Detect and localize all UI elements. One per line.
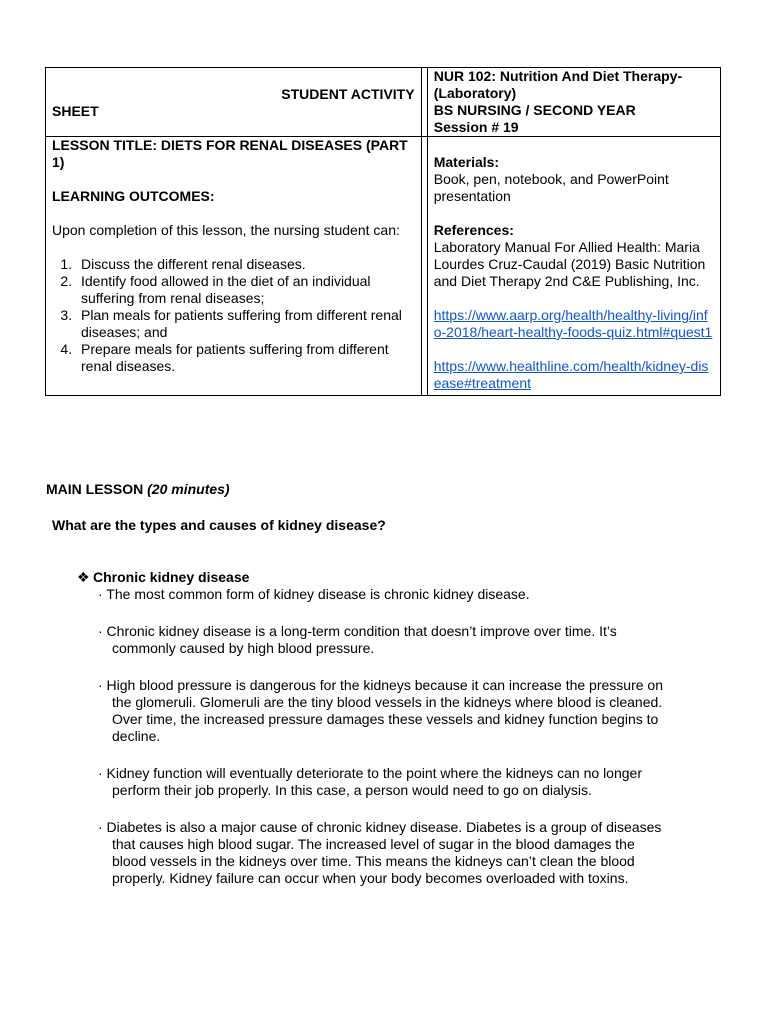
activity-header-table xyxy=(45,67,721,396)
sheet-title-line2: SHEET xyxy=(52,103,99,119)
section-title: Chronic kidney disease xyxy=(93,569,250,585)
outcome-item: 2. Identify food allowed in the diet of an individual suffering from renal diseases; xyxy=(76,273,415,307)
sheet-title-line1: STUDENT ACTIVITY xyxy=(281,86,415,102)
session-number: Session # 19 xyxy=(433,119,519,135)
materials-references-cell xyxy=(427,137,720,396)
references-text: Laboratory Manual For Allied Health: Maria Lourdes Cruz-Caudal (2019) Basic Nutrition and Diet Therapy 2nd C&E Publishing, Inc. xyxy=(433,239,706,289)
learning-outcomes-heading: LEARNING OUTCOMES: xyxy=(52,188,215,204)
paragraph xyxy=(98,819,726,887)
lesson-title: LESSON TITLE: DIETS FOR RENAL DISEASES (PART 1) xyxy=(52,137,408,170)
outcome-item: 4. Prepare meals for patients suffering from different renal diseases. xyxy=(76,341,415,375)
paragraph-line: · High blood pressure is dangerous for the kidneys because it can increase the pressure on xyxy=(98,677,663,693)
paragraph xyxy=(98,765,726,799)
sheet-title-cell xyxy=(46,68,422,137)
paragraph xyxy=(98,677,726,745)
paragraph-line: Over time, the increased pressure damages these vessels and kidney function begins to xyxy=(112,711,659,727)
paragraph-line: · Diabetes is also a major cause of chronic kidney disease. Diabetes is a group of diseases xyxy=(98,819,662,835)
main-lesson xyxy=(46,481,726,887)
paragraph xyxy=(98,586,726,603)
outcome-item: 3. Plan meals for patients suffering from different renal diseases; and xyxy=(76,307,415,341)
reference-link-aarp[interactable]: https://www.aarp.org/health/healthy-living/info-2018/heart-healthy-foods-quiz.html#quest1 xyxy=(433,307,713,340)
main-lesson-title xyxy=(46,481,726,498)
program-year: BS NURSING / SECOND YEAR xyxy=(433,102,636,118)
main-lesson-duration: (20 minutes) xyxy=(147,481,230,497)
main-lesson-label: MAIN LESSON xyxy=(46,481,144,497)
paragraph-line: decline. xyxy=(112,728,161,744)
section-heading xyxy=(77,569,726,586)
reference-link-healthline[interactable]: https://www.healthline.com/health/kidney-disease#treatment xyxy=(433,358,709,391)
course-title: NUR 102: Nutrition And Diet Therapy-(Laboratory) xyxy=(433,68,683,101)
paragraph-line: · The most common form of kidney disease is chronic kidney disease. xyxy=(98,586,530,602)
paragraph-line: · Kidney function will eventually deteriorate to the point where the kidneys can no longer xyxy=(98,765,642,781)
paragraph-line: commonly caused by high blood pressure. xyxy=(112,640,375,656)
materials-text: Book, pen, notebook, and PowerPoint presentation xyxy=(433,171,669,204)
outcomes-intro: Upon completion of this lesson, the nursing student can: xyxy=(52,222,400,238)
course-info-cell xyxy=(427,68,720,137)
outcomes-list xyxy=(52,256,415,375)
paragraph-line: the glomeruli. Glomeruli are the tiny blood vessels in the kidneys where blood is cleaned. xyxy=(112,694,663,710)
paragraph-line: · Chronic kidney disease is a long-term condition that doesn’t improve over time. It’s xyxy=(98,623,617,639)
paragraph-line: blood vessels in the kidneys over time. This means the kidneys can’t clean the blood xyxy=(112,853,635,869)
materials-heading: Materials: xyxy=(433,154,500,170)
paragraph-line: that causes high blood sugar. The increased level of sugar in the blood damages the xyxy=(112,836,635,852)
outcome-item: 1. Discuss the different renal diseases. xyxy=(76,256,415,273)
references-heading: References: xyxy=(433,222,514,238)
lesson-cell xyxy=(46,137,422,396)
paragraph-line: properly. Kidney failure can occur when your body becomes overloaded with toxins. xyxy=(112,870,629,886)
paragraph xyxy=(98,623,726,657)
lesson-question: What are the types and causes of kidney disease? xyxy=(52,517,386,533)
diamond-bullet-icon: ❖ xyxy=(77,569,90,585)
paragraph-line: perform their job properly. In this case, a person would need to go on dialysis. xyxy=(112,782,592,798)
